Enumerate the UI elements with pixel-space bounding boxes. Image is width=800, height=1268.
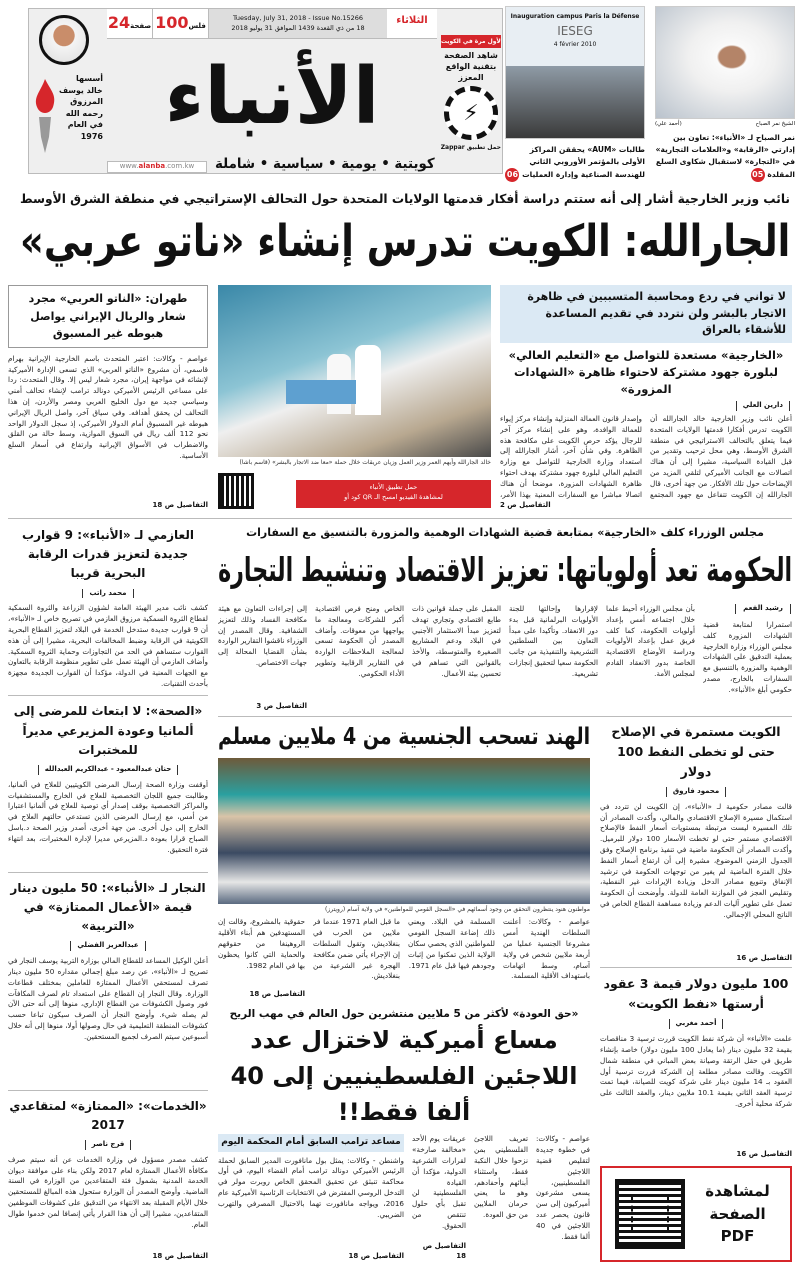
tehran-details-link[interactable]: التفاصيل ص 18 xyxy=(152,501,208,510)
kpc-details-link[interactable]: التفاصيل ص 16 xyxy=(736,1150,792,1159)
flame-pen-icon xyxy=(33,77,57,157)
lead-subtitle: «الخارجية» مستعدة للتواصل مع «التعليم العالي» لبلورة جهود مشتركة لاحتواء ظاهرة «الشهادات المزورة» xyxy=(508,347,784,396)
oil-details-link[interactable]: التفاصيل ص 16 xyxy=(736,953,792,962)
refugees-bottom-row xyxy=(218,1134,590,1262)
najjar-story: النجار لـ «الأنباء»: 50 مليون دينار قيمة «الأعمال الممتازة» في «التربية» عبدالعزيز الفضلي أعلن الوكيل المساعد للقطاع المالي بوزارة التربية يوسف النجار في تصريح لـ «الأنباء»، عن رصد مبلغ إجمالي مقداره 50 مليون دينار تصرف لمستحقي الأعمال الممتازة للعاملين بمختلف قطاعات الوزارة. وقال النجار إن القطاع على استعداد تام لصرف المكافآت فور وصول الكشوفات من القطاع الإداري، منوها إلى أنه حتى الآن لم يصله شيء. وأوضح النجار أن الصرف سيكون تباعا حسب كشوفات المنطقة التعليمية في حال وصولها أولا، منوها إلى أنه خلال أسبوعين سيتم الصرف لجميع المستحقين. xyxy=(8,879,208,1091)
india-headline[interactable]: الهند تسحب الجنسية من 4 ملايين مسلم xyxy=(217,724,590,750)
day: الثلاثاء xyxy=(396,15,428,26)
divider xyxy=(218,716,792,717)
qr-code-icon[interactable] xyxy=(218,473,254,509)
najjar-title[interactable]: النجار لـ «الأنباء»: 50 مليون دينار قيمة «الأعمال الممتازة» في «التربية» xyxy=(10,880,206,934)
teaser-title: نمر الصباح لـ «الأنباء»: تعاون بين إدارتي «الرقابة» و«العلامات التجارية» في «التجارة» لاستقبال شكاوى السلع المقلدة 05 xyxy=(655,132,795,182)
lead-photo-caption: خالد الجارالله وأيهم العمر وزير العمل وزيان عريقات خلال حملة «معا ضد الاتجار بالبشر» (قاسم باشا) xyxy=(239,459,491,466)
author: رشيد الفعم xyxy=(735,604,791,614)
right-column xyxy=(600,722,792,1262)
pdf-label: لمشاهدة الصفحة PDF xyxy=(705,1182,770,1246)
refugees-kicker: «حق العودة» لأكثر من 5 ملايين منتشرين حول العالم في مهب الريح xyxy=(229,1008,579,1021)
services-story: «الخدمات»: «الممتازة» لمتقاعدي 2017 فرج ناصر كشف مصدر مسؤول في وزارة الخدمات عن أنه سيتم صرف مكافأة الأعمال الممتازة لعام 2017 ولكن بناء على موافقة ديوان الخدمة المدنية بشمول فئة المتقاعدين من الوزارة في السنة الماضية. وأوضح المصدر أن الوزارة ستحول هذه المبالغ للمستحقين خلال الأيام المقبلة بعد الانتهاء من التدقيق على كشوفات الموظفين المتقاعدين، مشيرا إلى أن هذا القرار يأتي إنصافا لمن خدموا طوال العام. التفاصيل ص 18 xyxy=(8,1098,208,1261)
center-column xyxy=(218,720,590,1262)
author: دارين العلي xyxy=(736,401,790,411)
price: 100فلس xyxy=(153,9,209,38)
video-qr-bar[interactable]: حمل تطبيق الأنباء لمشاهدة الفيديو امسح الـ QR كود أو xyxy=(296,480,491,508)
services-details-link[interactable]: التفاصيل ص 18 xyxy=(152,1252,208,1261)
trump-aide-story: مساعد ترامب السابق أمام المحكمة اليوم واشنطن - وكالات: يمثل بول مانافورت المدير السابق لحملة الرئيس الأميركي دونالد ترامب أمام القضاء اليوم، في أول محاكمة تنبثق عن تحقيق المحقق الخاص روبرت مولر في التدخل الروسي المفترض في الانتخابات الرئاسية الأميركية عام 2016، ويواجه مانافورت تهما بالاحتيال المصرفي والتهرب الضريبي. التفاصيل ص 18 xyxy=(218,1134,404,1262)
masthead xyxy=(28,8,503,174)
azmi-story: العازمي لـ «الأنباء»: 9 قوارب جديدة لتعزيز قدرات الرقابة البحرية قريبا محمد راتب كشف نائب مدير الهيئة العامة لشؤون الزراعة والثروة السمكية لقطاع الثروة السمكية مرزوق العازمي في تصريح خاص لـ «الأنباء»، أن 9 قوارب جديدة ستدخل الخدمة في البلاد لتعزيز القطاع البحرية الكويتية في الرقابة وضبط المخالفات البحرية، مشيرا إلى أن هذه القوارب ستساهم في الحد من التجاوزات وحماية الثروة السمكية. وأضاف العازمي أن الهيئة تعمل على تطوير منظومة الرقابة بالتعاون مع الجهات المعنية في الدولة، مؤكدا أن القوارب الجديدة مجهزة بأحدث التقنيات. xyxy=(8,526,208,696)
author: عبدالعزيز الفضلي xyxy=(70,941,145,951)
price-bar xyxy=(107,9,437,39)
author: فرج ناصر xyxy=(85,1140,132,1150)
ar-box: لأول مرة في الكويت شاهد الصفحة بتقنية الواقع المعزز ⚡ حمل تطبيق Zappar xyxy=(441,35,501,173)
pdf-qr-code-icon[interactable] xyxy=(615,1179,685,1249)
health-story: «الصحة»: لا ابتعاث للمرضى إلى ألمانيا وعودة المزيرعي مديراً للمختبرات حنان عبدالمعبود - عبدالكريم العبدالله أوقفت وزارة الصحة إرسال المرضى الكويتيين للعلاج في ألمانيا، وطالبت جميع اللجان التخصصية للعلاج في الخارج والمستشفيات والمراكز التخصصية بوقف إصدار أي توصية للعلاج في ألمانيا اعتبارا من أمس، مع إرسال المرضى الذين تستدعي حالتهم العلاج في الخارج إلى دول أخرى. من جهة أخرى، أصدر وزير الصحة د.باسل الصباح قرارا بعودة د.المزيرعي مديرا لإدارة المختبرات، بعد انتهاء فترة التحقيق. xyxy=(8,702,208,872)
services-title[interactable]: «الخدمات»: «الممتازة» لمتقاعدي 2017 xyxy=(9,1098,207,1132)
gov-details-link[interactable]: التفاصيل ص 3 xyxy=(256,702,307,711)
author: محمد راتب xyxy=(82,589,133,599)
lead-details-link[interactable]: التفاصيل ص 2 xyxy=(500,501,551,510)
india-photo-caption: مواطنون هنود ينتظرون التحقق من وجود أسمائهم في «السجل القومي للمواطنين» في ولاية آسام (رويترز) xyxy=(325,906,590,913)
refugees-body: عواصم - وكالات: في خطوة جديدة لتقليص قضية اللاجئين الفلسطينيين، يسعى مشرعون أميركيون إلى سن قانون يحصر عدد اللاجئين في 40 ألفا فقط. تعريف اللاجئ الفلسطيني بمن نزحوا خلال النكبة فقط، واستثناء أبنائهم وأحفادهم، وهو ما يعني حرمان الملايين من حق العودة. عريقات يوم الأحد «مخالفة صارخة» لقرارات الشرعية الدولية، مؤكدا أن القيادة الفلسطينية لن تقبل بأي حلول تنتقص من الحقوق. التفاصيل ص 18 xyxy=(412,1134,590,1261)
pages-count: 24صفحة xyxy=(107,9,153,38)
website-link[interactable]: www.alanba.com.kw xyxy=(107,161,207,173)
divider xyxy=(8,518,792,519)
teaser-photo: Inauguration campus Paris la Défense IESEG 4 février 2010 xyxy=(505,6,645,139)
lead-kicker: نائب وزير الخارجية أشار إلى أنه ستتم دراسة أفكار قدمتها الولايات المتحدة حول التحالف الإستراتيجي في منطقة الشرق الأوسط xyxy=(19,191,790,206)
health-title[interactable]: «الصحة»: لا ابتعاث للمرضى إلى ألمانيا وعودة المزيرعي مديراً للمختبرات xyxy=(13,704,203,757)
lead-headline[interactable]: الجارالله: الكويت تدرس إنشاء «ناتو عربي» xyxy=(19,216,790,267)
lead-right-column xyxy=(500,285,792,511)
lead-body-1: أعلن نائب وزير الخارجية خالد الجارالله أن الكويت تدرس أفكارا قدمتها الولايات المتحدة فيما يتعلق بالتحالف الاستراتيجي في منطقة الشرق الأوسط، وهي محل ترحيب وتقدير من قبل القيادة السياسية، مشيرا إلى أن هناك اتصالات مع الجانب الأميركي لتلقي المزيد من الإيضاحات حول تلك الأفكار. من جهة أخرى، قال الجارالله إن الكويت تتفاعل مع جهود المجتمع xyxy=(650,414,792,499)
gov-headline[interactable]: الحكومة تعد أولوياتها: تعزيز الاقتصاد وتنشيط التجارة xyxy=(217,550,792,589)
issue-date: Tuesday, July 31, 2018 - Issue No.15266 18 من ذي القعدة 1439 الموافق 31 يوليو 2018 xyxy=(209,9,387,38)
refugees-details-link[interactable]: التفاصيل ص 18 xyxy=(422,1242,466,1261)
oil-title[interactable]: الكويت مستمرة في الإصلاح حتى لو تخطى النفط 100 دولار xyxy=(611,724,781,779)
author: أحمد مغربي xyxy=(669,1019,724,1029)
zappar-app-link[interactable]: حمل تطبيق Zappar xyxy=(440,144,501,152)
author: حنان عبدالمعبود - عبدالكريم العبدالله xyxy=(38,765,179,775)
gov-body: استمرارا لمتابعة قضية الشهادات المزورة كلف مجلس الوزراء وزارة الخارجية بعملية التدقيق على الشهادات الوهمية والمزورة بالتنسيق مع السفارات بالخارج، مصدر حكومي أبلغ «الأنباء». بأن مجلس الوزراء أحيط علما خلال اجتماعه أمس بإعداد أولويات الحكومة، كما كلف فريق عمل بإعداد الأولويات ودراسة الأوضاع الاقتصادية الخاصة بدور الانعقاد القادم لمجلس الأمة. لإقرارها وإحالتها للجنة الأولويات البرلمانية قبل بدء دور الانعقاد. وتأكيدا على مبدأ التعاون بين السلطتين التشريعية والتنفيذية من جانب الحكومة سعيا لتحقيق إنجازات تشريعية. المقبل على جملة قوانين ذات طابع اقتصادي وتجاري تهدف لتعزيز مبدأ الاستثمار الأجنبي في البلاد ودعم المشاريع الصغيرة والمتوسطة، والأخذ بالقوانين التي تساهم في تحسين بيئة الأعمال. الخاص ومنح فرص اقتصادية أكبر للشركات ومعالجة ما يواجهها من معوقات. وأضاف المصدر أن الحكومة تسعى لمعالجة الملاحظات الواردة في التقارير الرقابية وتطوير الأداء الحكومي. إلى إجراءات التعاون مع هيئة مكافحة الفساد وذلك لتعزيز الشفافية. وقال المصدر إن الوزراء ناقشوا التقارير الواردة بشأن القضايا المحالة إلى جهات الاختصاص. التفاصيل ص 3 xyxy=(218,604,792,711)
teaser-title: طالبات «AUM» يحققن المراكز الأولى بالمؤتمر الأوروبي الثاني للهندسة الصناعية وإدارة العمليات 06 xyxy=(505,144,645,182)
founder-note: أسسها خالد يوسف المرزوق رحمه الله في العام 1976 xyxy=(59,74,103,141)
lead-photo xyxy=(218,285,491,457)
lead-box-title[interactable]: لا تواني في ردع ومحاسبة المتسببين في ظاهرة الاتجار بالبشر ولن نتردد في تقديم المساعدة للأشقاء بالعراق xyxy=(527,290,786,336)
azmi-title[interactable]: العازمي لـ «الأنباء»: 9 قوارب جديدة لتعزيز قدرات الرقابة البحرية قريبا xyxy=(22,528,194,581)
refugees-headline[interactable]: مساع أميركية لاختزال عدد اللاجئين الفلسطينيين إلى 40 ألفا فقط!! xyxy=(230,1026,578,1127)
pdf-box[interactable] xyxy=(600,1166,792,1262)
lead-body-2: وإصدار قانون العمالة المنزلية وإنشاء مركز إيواء للعمالة الوافدة، وهو على إنشاء مركز آخر للرجال يؤكد حرص الكويت على مكافحة هذه الظاهرة. وفي شأن آخر، أشار الجارالله إلى استعداد وزارة الخارجية للتواصل مع وزارة التعليم العالي لبلورة جهود مشتركة بهدف احتواء ظاهرة الشهادات المزورة، موضحا أن هناك اتصالا مباشرا مع السفارات المعنية بهذا الأمر، xyxy=(500,414,642,499)
india-photo xyxy=(218,758,590,904)
tehran-title[interactable]: طهران: «الناتو العربي» مجرد شعار والريال الإيراني يواصل هبوطه غير المسبوق xyxy=(8,285,208,348)
kpc-story: 100 مليون دولار قيمة 3 عقود أرستها «نفط الكويت» أحمد مغربي علمت «الأنباء» أن شركة نفط الكويت قررت ترسية 3 مناقصات بقيمة 32 مليون دينار (ما يعادل 100 مليون دولار) خاصة بإنشاء طريق في حقل الرتقة وصيانة بعض المباني في منطقة شمال الكويت. وقالت مصادر مطلعة إن الشركة قررت ترسية أول العقود بـ 14 مليون دينار على شركة كويت للصيانة، فيما تمت ترسية العقد الثاني بقيمة 10.1 ملايين دينار، والعقد الثالث على شركة محلية أخرى. التفاصيل ص 16 xyxy=(600,976,792,1159)
teaser-aum[interactable] xyxy=(505,6,645,182)
teaser-photo xyxy=(655,6,795,119)
tehran-story: طهران: «الناتو العربي» مجرد شعار والريال الإيراني يواصل هبوطه غير المسبوق عواصم - وكالات: اعتبر المتحدث باسم الخارجية الإيرانية بهرام قاسمي، أن مشروع «الناتو العربي» الذي تسعى الإدارة الأميركية لإنشائه في مواجهة إيران، مجرد شعار ليس إلا. وقال المتحدث: ردا على مساعي الرئيس الأميركي دونالد ترامب لإنشاء تحالف أمني وسياسي جديد مع دول الخليج العربي ومصر والأردن، إن هذا التحالف لن يحقق أهدافه. وفي سياق آخر، واصل الريال الإيراني هبوطه غير المسبوق أمام الدولار الأميركي، إذ سجل الدولار الواحد نحو 112 ألف ريال في السوق الموازية، وسط حالة من القلق والاضطراب في الأسواق الإيرانية وارتفاع في أسعار السلع الأساسية. التفاصيل ص 18 xyxy=(8,285,208,511)
left-column xyxy=(8,526,208,1262)
india-details-link[interactable]: التفاصيل ص 18 xyxy=(249,989,305,998)
gov-kicker: مجلس الوزراء كلف «الخارجية» بمتابعة قضية الشهادات الوهمية والمزورة بالتنسيق مع السفارات xyxy=(246,526,764,539)
founder-avatar xyxy=(39,15,89,65)
kpc-title[interactable]: 100 مليون دولار قيمة 3 عقود أرستها «نفط الكويت» xyxy=(603,976,789,1012)
oil-story: الكويت مستمرة في الإصلاح حتى لو تخطى النفط 100 دولار محمود فاروق قالت مصادر حكومية لـ «الأنباء»، إن الكويت لن تتردد في استكمال مسيرة الإصلاح الاقتصادي والمالي، وأكدت المصادر أن تلك المسيرة ليست مرتبطة بمستويات أسعار النفط فالإصلاح الاقتصادي مستمر حتى لو تخطت الأسعار 100 دولار للبرميل. وأكدت المصادر أن الحكومة ماضية في تنفيذ برنامج الإصلاح وفق الجدول الزمني الموضوع، مشيرة إلى أن ارتفاع أسعار النفط خلال الفترة الماضية لم يغير من توجهات الحكومة في ترشيد الإنفاق وتنويع مصادر الدخل وزيادة الإيرادات غير النفطية، وتقليص العجز في الموازنة العامة للدولة. وأوضحت أن الحكومة تعمل على تطوير آليات الدعم وزيادة مساهمة القطاع الخاص في الناتج المحلي الإجمالي. التفاصيل ص 16 xyxy=(600,722,792,968)
teaser-nimr[interactable]: الشيخ نمر الصباح (أحمد علي) نمر الصباح لـ «الأنباء»: تعاون بين إدارتي «الرقابة» و«العلامات التجارية» في «التجارة» لاستقبال شكاوى السلع المقلدة 05 xyxy=(655,6,795,182)
india-body: عواصم - وكالات: أعلنت السلطات الهندية أمس مشروعا الجنسية عمليا من أربعة ملايين شخص في ولاية آسام، وسط اتهامات باستهداف الأقلية المسلمة. المسلمة في البلاد. ويعني ذلك إضاعة السجل القومي للمواطنين الذي يحصي سكان الولاية الذين تمكنوا من إثبات وجودهم فيها قبل عام 1971. ما قبل العام 1971 عندما فر ملايين من الحرب في بنغلاديش، وتقول السلطات إن الإجراء يأتي ضمن مكافحة الهجرة غير الشرعية من بنغلاديش. حقوقية بالمشروع، وقالت إن المستهدفين هم أبناء الأقلية الروهينغا من حقوقهم والحماية التي كانوا يحظون بها في العام 1982. التفاصيل ص 18 xyxy=(218,917,590,998)
trump-aide-details-link[interactable]: التفاصيل ص 18 xyxy=(348,1252,404,1261)
zappar-code-icon[interactable]: ⚡ xyxy=(444,86,498,140)
newspaper-logo: الأنباء xyxy=(164,52,380,142)
trump-aide-title[interactable]: مساعد ترامب السابق أمام المحكمة اليوم xyxy=(218,1134,404,1151)
author: محمود فاروق xyxy=(666,787,726,797)
tagline: كويتية • يومية • سياسية • شاملة xyxy=(215,156,435,172)
lead-box xyxy=(500,285,792,343)
